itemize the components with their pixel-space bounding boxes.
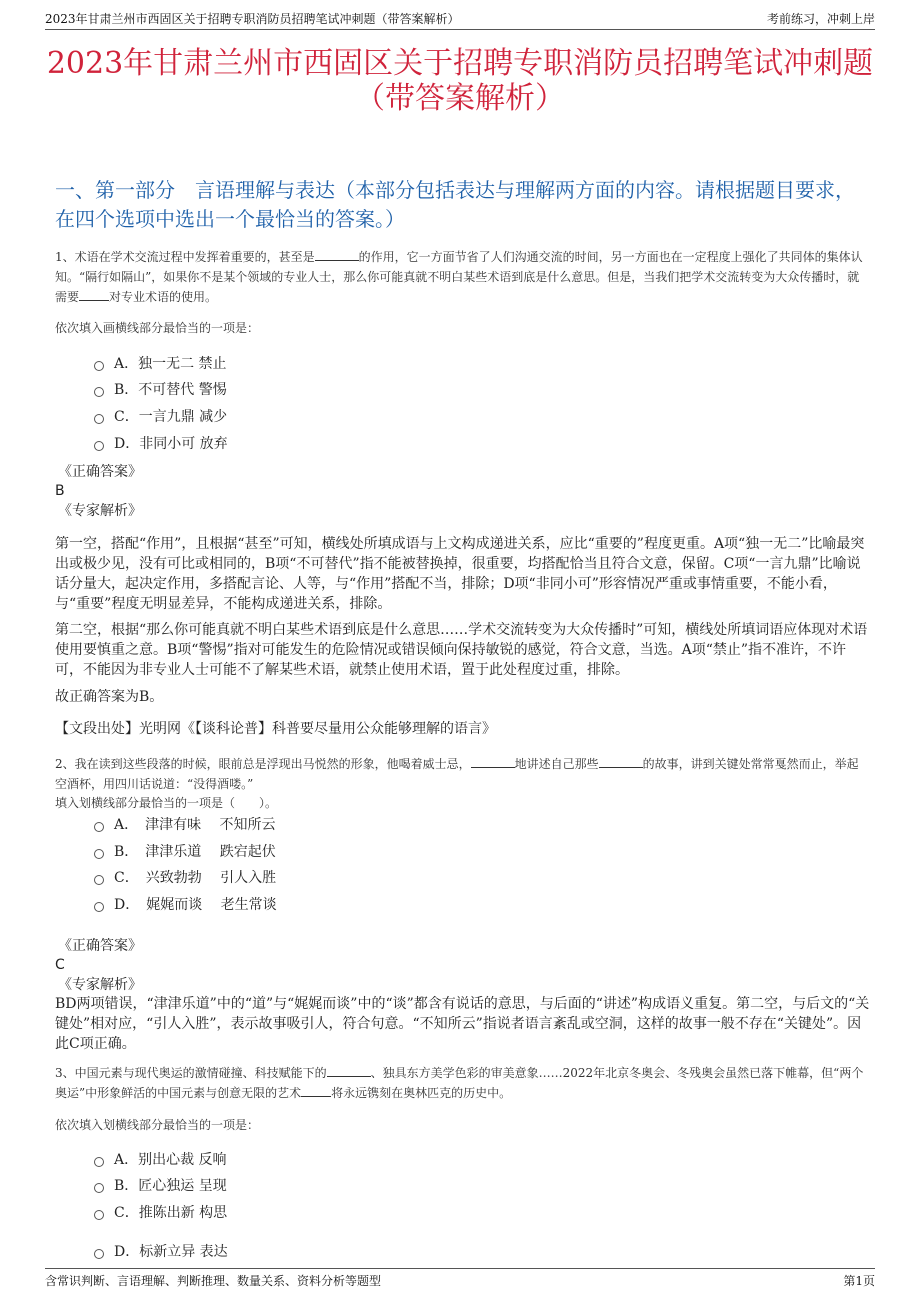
question-1-text-b: 的作用，它一方面节省了人们沟通交流的时间，另一方面也在一定程度上强化了共同体的集体认知。“隔行如隔山”，如果你不是某个领域的专业人士，那么你可能真就不明白某些术语到底是什么意思。但是，当我们把学术交流转变为大众传播时，就需要: [55, 250, 863, 304]
question-3-prompt: 依次填入划横线部分最恰当的一项是：: [55, 1118, 260, 1132]
question-1-answer: B: [55, 483, 65, 499]
header-divider: [45, 29, 875, 30]
blank-line: [301, 1096, 331, 1097]
footer-topics: 含常识判断、言语理解、判断推理、数量关系、资料分析等题型: [45, 1274, 382, 1288]
question-1-stem: [55, 247, 867, 307]
question-2-text-b: 地讲述自己那些: [514, 757, 599, 771]
question-2-option-b[interactable]: B． 津津乐道 跌宕起伏: [94, 842, 276, 862]
question-1-analysis-2: 第二空，根据“那么你可能真就不明白某些术语到底是什么意思……学术交流转变为大众传播时”可知，横线处所填词语应体现对术语使用要慎重之意。B项“警惕”指对可能发生的危险情况或错误倾向保持敏锐的感觉，符合文意，当选。A项“禁止”指不准许，不许可，不能因为非专业人士可能不了解某些术语，就禁止使用术语，置于此处程度过重，排除。: [55, 622, 868, 678]
running-header-title: 2023年甘肃兰州市西固区关于招聘专职消防员招聘笔试冲刺题（带答案解析）: [45, 12, 460, 26]
question-2-answer-label: 《正确答案》: [58, 938, 142, 954]
question-1-option-d[interactable]: D．非同小可 放弃: [94, 434, 228, 454]
question-1-text-c: 对专业术语的使用。: [109, 290, 218, 304]
section-heading: 一、第一部分 言语理解与表达（本部分包括表达与理解两方面的内容。请根据题目要求，在四个选项中选出一个最恰当的答案。）: [55, 178, 855, 231]
question-2-option-c[interactable]: C． 兴致勃勃 引人入胜: [94, 868, 276, 888]
question-2-analysis-label: 《专家解析》: [58, 977, 142, 993]
radio-icon[interactable]: [94, 822, 104, 832]
question-3-text-b: 、独具东方美学色彩的审美意象……2022年北京冬奥会、冬残奥会虽然已落下帷幕，但“两个奥运”中形象鲜活的中国元素与创意无限的艺术: [55, 1066, 864, 1100]
question-2-prompt: 填入划横线部分最恰当的一项是（ ）。: [55, 796, 278, 810]
radio-icon[interactable]: [94, 902, 104, 912]
question-1-text-a: 1、术语在学术交流过程中发挥着重要的，甚至是: [55, 250, 315, 264]
radio-icon[interactable]: [94, 387, 104, 397]
question-3-option-d[interactable]: D．标新立异 表达: [94, 1242, 228, 1262]
radio-icon[interactable]: [94, 414, 104, 424]
question-3-option-b[interactable]: B．匠心独运 呈现: [94, 1176, 227, 1196]
question-1-option-a[interactable]: A．独一无二 禁止: [94, 354, 227, 374]
question-1-option-b[interactable]: B．不可替代 警惕: [94, 380, 227, 400]
radio-icon[interactable]: [94, 1210, 104, 1220]
radio-icon[interactable]: [94, 441, 104, 451]
radio-icon[interactable]: [94, 875, 104, 885]
question-3-text-c: 将永远镌刻在奥林匹克的历史中。: [331, 1086, 512, 1100]
question-3-text-a: 3、中国元素与现代奥运的激情碰撞、科技赋能下的: [55, 1066, 327, 1080]
question-3-option-c[interactable]: C．推陈出新 构思: [94, 1203, 227, 1223]
document-subtitle: （带答案解析）: [355, 81, 565, 116]
question-1-conclusion: 故正确答案为B。: [55, 689, 164, 705]
question-2-stem: [55, 754, 867, 794]
page-number: 第1页: [843, 1274, 875, 1288]
blank-line: [599, 767, 643, 768]
question-2-answer: C: [55, 957, 65, 973]
question-1-prompt: 依次填入画横线部分最恰当的一项是：: [55, 321, 260, 335]
question-3-option-a[interactable]: A．别出心裁 反响: [94, 1150, 227, 1170]
radio-icon[interactable]: [94, 361, 104, 371]
blank-line: [79, 300, 109, 301]
question-1-option-c[interactable]: C．一言九鼎 减少: [94, 407, 227, 427]
blank-line: [471, 767, 515, 768]
question-1-source: 【文段出处】光明网《【谈科论普】科普要尽量用公众能够理解的语言》: [55, 721, 496, 737]
question-1-analysis-1: 第一空，搭配“作用”，且根据“甚至”可知，横线处所填成语与上文构成递进关系，应比“重要的”程度更重。A项“独一无二”比喻最突出或极少见，没有可比或相同的，B项“不可替代”指不能被替换掉，很重要，均搭配恰当且符合文意，保留。C项“一言九鼎”比喻说话分量大，起决定作用，多搭配言论、人等，与“作用”搭配不当，排除；D项“非同小可”形容情况严重或事情重要，不能小看，与“重要”程度无明显差异，不能构成递进关系，排除。: [55, 536, 865, 612]
document-title: 2023年甘肃兰州市西固区关于招聘专职消防员招聘笔试冲刺题: [46, 46, 874, 81]
blank-line: [327, 1076, 371, 1077]
radio-icon[interactable]: [94, 1183, 104, 1193]
question-2-text-c: 的故事，讲到关键处常常戛然而止，举起空酒杯，用四川话说道：“没得酒喽。”: [55, 757, 859, 791]
footer-divider: [45, 1268, 875, 1269]
question-2-option-a[interactable]: A． 津津有味 不知所云: [94, 815, 276, 835]
question-1-analysis-label: 《专家解析》: [58, 503, 142, 519]
question-2-analysis: BD两项错误，“津津乐道”中的“道”与“娓娓而谈”中的“谈”都含有说话的意思，与后面的“讲述”构成语义重复。第二空，与后文的“关键处”相对应，“引人入胜”，表示故事吸引人，符合句意。“不知所云”指说者语言紊乱或空洞，这样的故事一般不存在“关键处”。因此C项正确。: [55, 996, 870, 1052]
running-header-tagline: 考前练习，冲刺上岸: [766, 12, 875, 26]
question-3-stem: [55, 1063, 867, 1103]
question-2-text-a: 2、我在读到这些段落的时候，眼前总是浮现出马悦然的形象，他喝着威士忌，: [55, 757, 471, 771]
radio-icon[interactable]: [94, 1157, 104, 1167]
radio-icon[interactable]: [94, 849, 104, 859]
blank-line: [315, 260, 359, 261]
question-2-option-d[interactable]: D． 娓娓而谈 老生常谈: [94, 895, 277, 915]
question-1-answer-label: 《正确答案》: [58, 464, 142, 480]
radio-icon[interactable]: [94, 1249, 104, 1259]
